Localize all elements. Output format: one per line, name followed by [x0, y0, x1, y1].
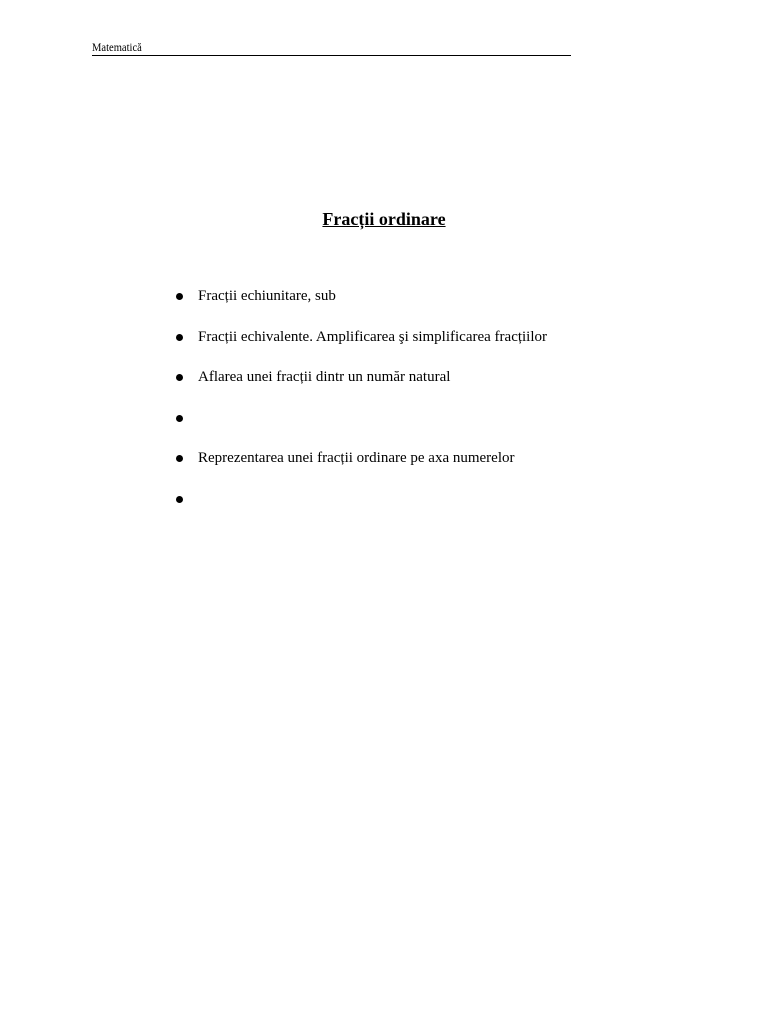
bullet-icon [176, 455, 183, 462]
bullet-icon [176, 374, 183, 381]
list-item [0, 327, 768, 368]
list-item [0, 286, 768, 327]
list-item [0, 367, 768, 408]
list-item-text: Aflarea unei fracții dintr un număr natural [198, 369, 451, 385]
document-title: Fracții ordinare [322, 209, 446, 229]
list-item-text: Fracții echivalente. Amplificarea şi simplificarea fracțiilor [198, 328, 548, 345]
topic-list [0, 286, 768, 529]
page-header [92, 40, 571, 56]
header-subject: Matematică [92, 40, 142, 54]
bullet-icon [176, 293, 183, 300]
bullet-icon [176, 496, 183, 503]
list-item [0, 489, 768, 530]
bullet-icon [176, 415, 183, 422]
list-item-text: Fracții echiunitare, sub [198, 288, 336, 304]
list-item-text: Reprezentarea unei fracții ordinare pe axa numerelor [198, 450, 515, 466]
list-item [0, 408, 768, 449]
list-item [0, 448, 768, 489]
bullet-icon [176, 334, 183, 341]
